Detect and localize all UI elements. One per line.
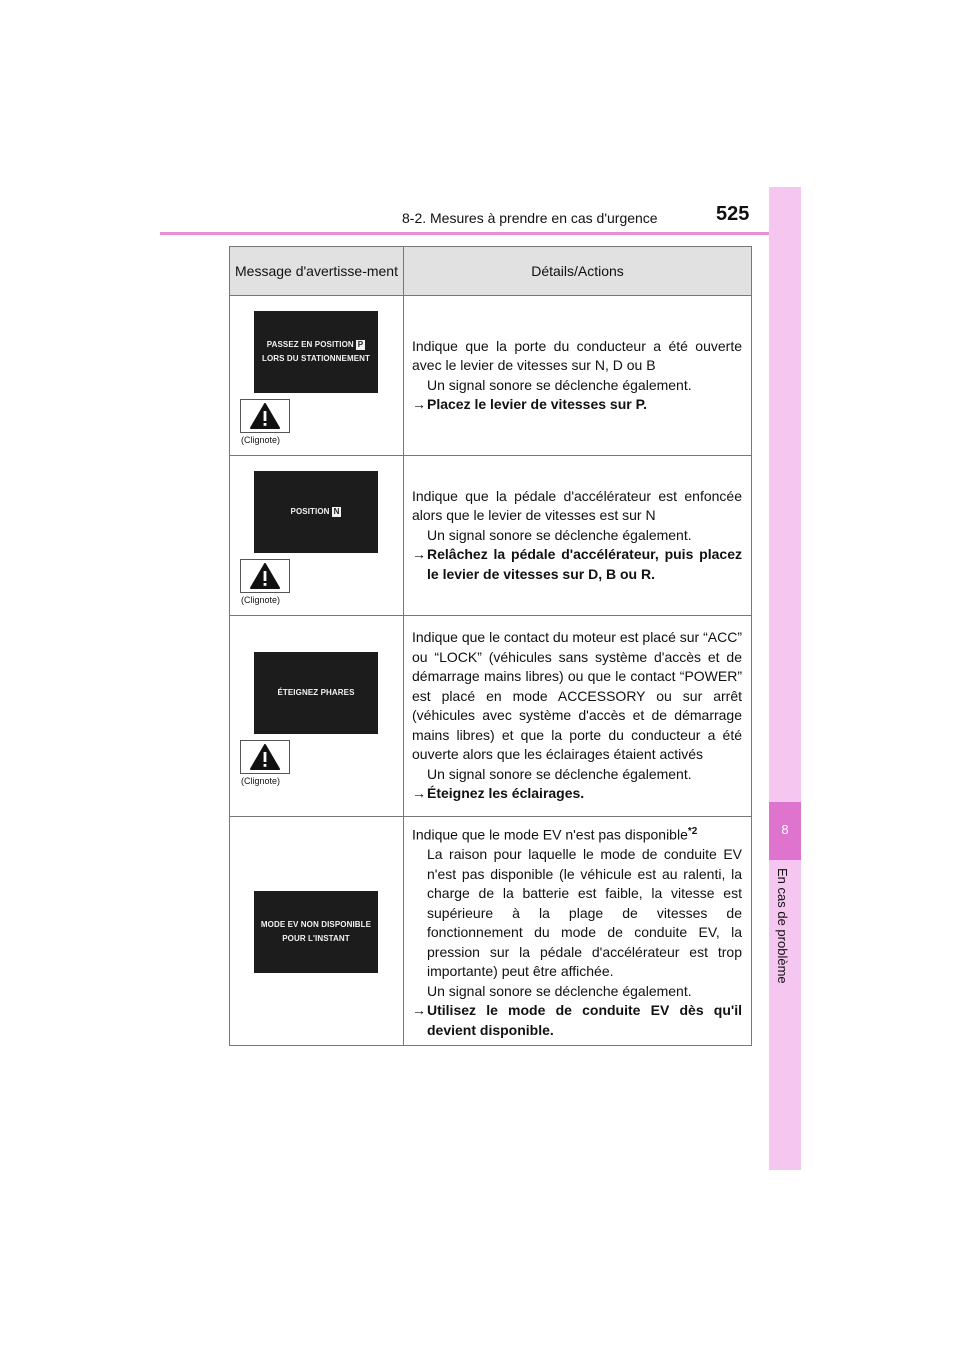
message-cell bbox=[230, 296, 404, 456]
chapter-number: 8 bbox=[781, 822, 789, 837]
screen-text: LORS DU STATIONNEMENT bbox=[261, 354, 371, 363]
blink-label: (Clignote) bbox=[241, 595, 281, 605]
action-text: Relâchez la pédale d'accélérateur, puis placez le levier de vitesses sur D, B ou R. bbox=[427, 546, 742, 582]
warning-triangle-icon bbox=[240, 559, 290, 593]
details-cell bbox=[404, 456, 752, 616]
table-row bbox=[230, 616, 752, 817]
message-cell bbox=[230, 456, 404, 616]
description-text: Indique que la pédale d'accélérateur est enfoncée alors que le levier de vitesses est sur N bbox=[412, 487, 742, 524]
display-screen-image bbox=[254, 891, 378, 973]
detail-text: La raison pour laquelle le mode de conduite EV n'est pas disponible (le véhicule est au ralenti, la charge de la batterie est faible, la vitesse est supérieure à la plage de vitesses de fonctionnement du mode de conduite EV, la pression sur la pédale d'accélérateur est trop importante) peut être affichée. bbox=[427, 846, 742, 980]
header-rule bbox=[160, 232, 800, 235]
screen-text: POUR L'INSTANT bbox=[282, 934, 350, 943]
page-number: 525 bbox=[716, 203, 750, 225]
description-text: Indique que la porte du conducteur a été ouverte avec le levier de vitesses sur N, D ou B bbox=[412, 337, 742, 373]
message-cell bbox=[230, 817, 404, 1046]
display-screen-image bbox=[254, 311, 378, 393]
note-text: Un signal sonore se déclenche également. bbox=[427, 376, 692, 393]
details-cell bbox=[404, 616, 752, 817]
details-cell bbox=[404, 817, 752, 1046]
display-screen-image bbox=[254, 471, 378, 553]
note-text: Un signal sonore se déclenche également. bbox=[427, 982, 692, 999]
display-screen-image bbox=[254, 652, 378, 734]
warning-triangle-icon bbox=[240, 399, 290, 433]
warning-message-table bbox=[229, 246, 752, 1046]
details-cell bbox=[404, 296, 752, 456]
message-cell bbox=[230, 616, 404, 817]
warning-triangle-icon bbox=[240, 740, 290, 774]
action-text: Utilisez le mode de conduite EV dès qu'il devient disponible. bbox=[427, 1002, 742, 1038]
table-row bbox=[230, 296, 752, 456]
column-header-message: Message d'avertisse-ment bbox=[230, 247, 404, 296]
section-title: 8-2. Mesures à prendre en cas d'urgence bbox=[402, 210, 658, 226]
gear-badge: P bbox=[357, 340, 364, 349]
chapter-title: En cas de problème bbox=[775, 868, 790, 984]
arrow-icon: → bbox=[412, 785, 426, 802]
chapter-side-tab bbox=[769, 187, 801, 1170]
screen-text: ÉTEIGNEZ PHARES bbox=[277, 688, 355, 697]
arrow-icon: → bbox=[412, 396, 426, 412]
blink-label: (Clignote) bbox=[241, 435, 281, 445]
table-row bbox=[230, 456, 752, 616]
description-text: Indique que le contact du moteur est placé sur “ACC” ou “LOCK” (véhicules sans système d'accès et de démarrage mains libres) ou que le contact “POWER” est placé en mode ACCESSORY ou sur arrêt (véhicules avec système d'accès et de démarrage mains libres) et que la porte du conducteur a été ouverte alors que les éclairages étaient activés bbox=[412, 629, 742, 763]
description-text: Indique que le mode EV n'est pas disponible bbox=[412, 826, 688, 843]
screen-text: MODE EV NON DISPONIBLE bbox=[260, 920, 372, 929]
arrow-icon: → bbox=[412, 1002, 426, 1019]
action-text: Placez le levier de vitesses sur P. bbox=[427, 396, 648, 412]
table-row bbox=[230, 817, 752, 1046]
arrow-icon: → bbox=[412, 546, 426, 563]
footnote-marker: *2 bbox=[687, 826, 698, 837]
screen-text: POSITION bbox=[290, 507, 330, 516]
action-text: Éteignez les éclairages. bbox=[427, 785, 585, 802]
note-text: Un signal sonore se déclenche également. bbox=[427, 765, 692, 782]
screen-text: PASSEZ EN POSITION bbox=[266, 340, 354, 349]
blink-label: (Clignote) bbox=[241, 776, 281, 786]
gear-badge: N bbox=[333, 507, 340, 516]
note-text: Un signal sonore se déclenche également. bbox=[427, 526, 692, 543]
column-header-details: Détails/Actions bbox=[404, 247, 752, 296]
